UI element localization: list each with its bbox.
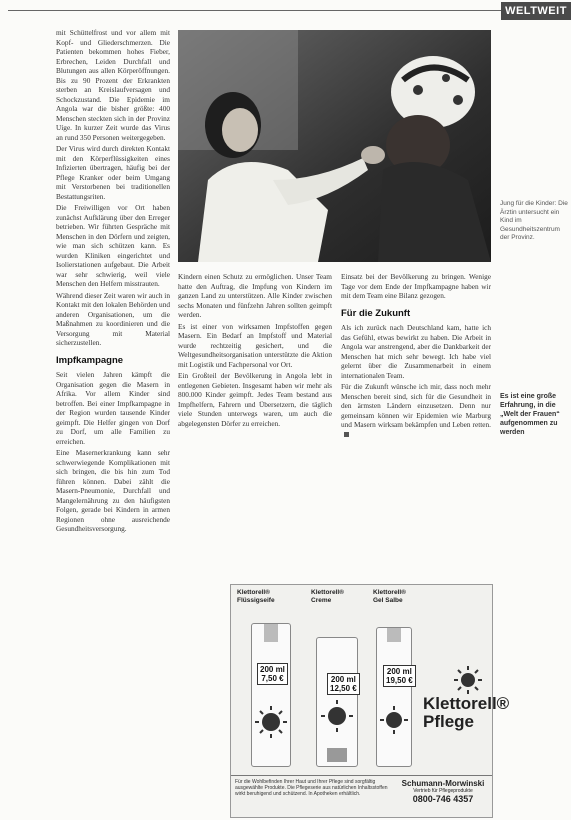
paragraph: Einsatz bei der Bevölkerung zu bringen. Wenige Tage vor dem Ende der Impfkampagne haben wir mit dem Team eine Bilanz gezogen. (341, 272, 491, 300)
subheading: Für die Zukunft (341, 307, 411, 319)
product-label (311, 589, 371, 604)
ad-products (231, 585, 510, 735)
price-tag (257, 663, 288, 685)
product-name: Klettorell® (237, 589, 270, 596)
article-photo (178, 30, 491, 262)
paragraph: Es ist einer von wirksamen Impfstoffen gegen Masern. Ein Bedarf an Impfstoff und Material wurde rechtzeitig gesichert, und die Weltgesundheitsorganisation unterstützte die Aktion mit Logistik und Fachpersonal vor Ort. (178, 321, 332, 369)
product-bottle (251, 623, 291, 767)
ad-small-print: Für die Wohlbefinden Ihrer Haut und Ihrer Pflege sind sorgfältig ausgewählte Produkte. Die Pflegeserie aus natürlichen Inhaltsstoffen wirkt beruhigend und schützend. In Apotheken erhältlich. (235, 779, 388, 797)
sun-logo-icon (377, 628, 411, 766)
paragraph: Die Freiwilligen vor Ort haben zunächst Aufklärung über den Erreger betrieben. Wir führten Gespräche mit Menschen in den Dörfern und zeigten, wie man sich schützen kann. Es wurden Kliniken eingerichtet und Isolierstationen aufgebaut. Die Arbeit war sehr schwierig, weil viele Menschen den Helfern misstrauten. (56, 203, 170, 288)
product-label (373, 589, 433, 604)
paragraph: mit Schüttelfrost und vor allem mit Kopf- und Gliederschmerzen. Die Patienten bekommen hohes Fieber, Erbrechen, Leiden Durchfall und Blutungen aus allen Körperöffnungen. Bis zu 90 Prozent der Erkrankten sterben an Kreislaufversagen und Schockzustand. Die Epidemie im Angola war die bisher größte: 400 Menschen steckten sich in der Provinz Uíge. In kurzer Zeit wurde das Virus an rund 350 Personen weitergegeben. (56, 28, 170, 142)
company-phone: 0800-746 4357 (412, 794, 474, 804)
product-name: Klettorell® (373, 589, 406, 596)
photo-illustration (178, 30, 491, 262)
sun-logo-icon (317, 638, 357, 766)
page-header (0, 0, 571, 22)
product-bottle (376, 627, 412, 767)
section-label: WELTWEIT (501, 2, 571, 20)
paragraph: Kindern einen Schutz zu ermöglichen. Unser Team hatte den Auftrag, die Impfung von Kindern im ganzen Land zu unterstützen. Alle Kinder zwischen sechs Monaten und fünfzehn Jahren sollten geimpft werden. (178, 272, 332, 319)
price-value: 12,50 € (330, 684, 357, 693)
brand-name (423, 695, 509, 731)
paragraph (341, 382, 491, 439)
paragraph: Eine Masernerkrankung kann sehr schwerwiegende Komplikationen mit sich bringen, die bis hin zum Tod führen können. Dabei zählt die Masern-Pneumonie, Durchfall und Mangelernährung zu den häufigsten Folgen, gerade bei Kindern in armen Regionen ohne ausreichende Gesundheitsversorgung. (56, 448, 170, 533)
header-rule (8, 10, 501, 11)
paragraph: Seit vielen Jahren kämpft die Organisation gegen die Masern in Afrika. Vor allem Kinder sind betroffen. Bei einer Impfkampagne in der Region wurden tausende Kinder geimpft. Die Helfer gingen von Dorf zu Dorf, um alle Familien zu erreichen. (56, 370, 170, 446)
product-bottle (316, 637, 358, 767)
price-tag (327, 673, 360, 695)
price-volume: 200 ml (330, 675, 356, 684)
subheading: Impfkampagne (56, 354, 124, 366)
price-tag (383, 665, 416, 687)
paragraph-text: Für die Zukunft wünsche ich mir, dass noch mehr Menschen bereit sind, sich für die Gesundheit in den ärmsten Ländern einzusetzen. Denn nur gemeinsam können wir Epidemien wie Marburg und Masern wirksam bekämpfen und Leben retten. (341, 382, 491, 429)
product-type: Creme (311, 596, 332, 604)
article-column-1 (56, 28, 170, 813)
product-label (237, 589, 297, 604)
ad-company (398, 779, 488, 804)
brand-line-1: Klettorell® (423, 694, 510, 713)
price-value: 19,50 € (386, 676, 413, 685)
company-subtitle: Vertrieb für Pflegeprodukte (413, 788, 473, 794)
article-column-2 (178, 272, 332, 577)
price-value: 7,50 € (261, 674, 284, 683)
product-type: Flüssigseife (237, 596, 275, 604)
price-volume: 200 ml (260, 665, 285, 674)
price-volume: 200 ml (386, 667, 412, 676)
article-column-3 (341, 272, 491, 582)
paragraph: Als ich zurück nach Deutschland kam, hatte ich das Gefühl, etwas bewirkt zu haben. Die Arbeit in Angola war anstrengend, aber die Dankbarkeit der Menschen hat mich sehr bewegt. Ich habe viel gelernt über die Zusammenarbeit in einem internationalen Team. (341, 323, 491, 380)
product-type: Gel Salbe (373, 596, 403, 604)
end-mark-icon (344, 432, 349, 437)
ad-footer (231, 775, 492, 818)
side-quote: Es ist eine große Erfahrung, in die „Welt der Frauen“ aufgenommen zu werden (500, 393, 560, 436)
company-name: Schumann-Morwinski (401, 779, 485, 788)
brand-line-2: Pflege (423, 712, 475, 731)
sun-logo-icon (252, 624, 290, 766)
paragraph: Ein Großteil der Bevölkerung in Angola lebt in entlegenen Gebieten. Insgesamt haben wir mehr als 800.000 Kinder geimpft. Jedes Team bestand aus Impfhelfern, Fahrern und Übersetzern, die täglich viele Stunden unterwegs waren, um auch die abgelegensten Dörfer zu erreichen. (178, 371, 332, 428)
paragraph: Der Virus wird durch direkten Kontakt mit den Körperflüssigkeiten eines Infizierten übertragen, häufig bei der Pflege Kranker oder beim Umgang mit Verstorbenen bei traditionellen Bestattungsriten. (56, 144, 170, 201)
paragraph: Während dieser Zeit waren wir auch in Kontakt mit den lokalen Behörden und anderen Organisationen, um die Maßnahmen zu koordinieren und die Versorgung mit Material sicherzustellen. (56, 290, 170, 347)
product-name: Klettorell® (311, 589, 344, 596)
photo-caption: Jung für die Kinder: Die Ärztin untersucht ein Kind im Gesundheitszentrum der Provinz. (500, 200, 568, 241)
sun-logo-icon (453, 665, 483, 695)
advertisement (230, 584, 510, 818)
